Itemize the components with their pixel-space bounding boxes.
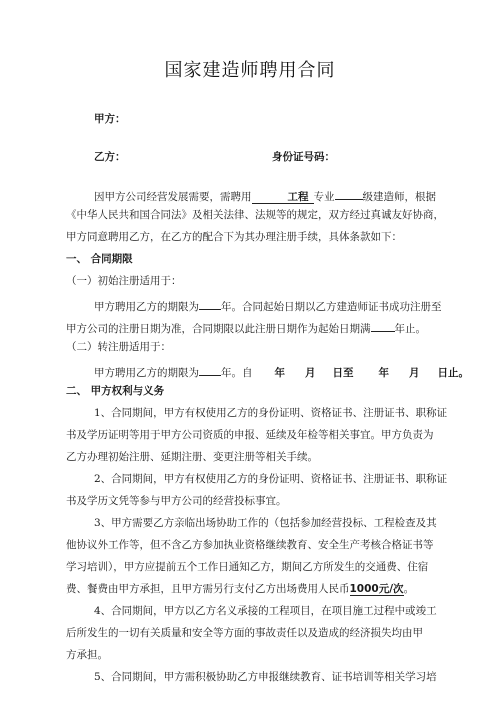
section-2-heading: 二、 甲方权利与义务	[66, 385, 165, 397]
clause-1-line-1: 1、合同期间，甲方有权使用乙方的身份证明、资格证书、注册证书、职称证	[94, 407, 448, 419]
clause-4-line-2: 后所发生的一切有关质量和安全等方面的事故责任以及造成的经济损失均由甲	[66, 627, 423, 639]
clause-2-line-1: 2、合同期间，甲方有权使用乙方的身份证明、资格证书、注册证书、职称证	[94, 473, 448, 485]
clause-3-end: 。	[403, 583, 415, 595]
transfer-years-blank	[199, 364, 221, 376]
day-2: 日止。	[437, 367, 469, 379]
term-end-blank	[371, 320, 395, 332]
term-line-2	[66, 320, 426, 335]
clause-1-line-2: 书及学历证明等用于甲方公司资质的申报、延续及年检等相关事宜。甲方负责为	[66, 429, 434, 441]
term-text-c: 甲方公司的注册日期为准，合同期限以此注册日期作为起始日期满	[66, 323, 371, 335]
transfer-text-a: 甲方聘用乙方的期限为	[94, 367, 199, 379]
party-b-label: 乙方：	[94, 151, 126, 163]
field-name: 工程	[287, 191, 309, 203]
month-1: 月	[305, 367, 316, 379]
clause-3-line-4	[66, 584, 414, 595]
clause-1-line-3: 乙方办理初始注册、延期注册、变更注册等相关手续。	[66, 451, 318, 463]
day-1: 日至	[332, 367, 354, 379]
intro-text-c: 级建造师，根据	[362, 191, 436, 203]
transfer-text-b: 年。自	[221, 367, 253, 379]
clause-3-line-1: 3、甲方需要乙方亲临出场协助工作的（包括参加经营投标、工程检查及其	[94, 517, 437, 529]
appearance-fee: 1000元/次	[349, 583, 404, 595]
clause-4-line-3: 方承担。	[66, 649, 108, 661]
section-1-heading: 一、 合同期限	[66, 253, 133, 265]
clause-3-text: 费、餐费由甲方承担，且甲方需另行支付乙方出场费用人民币	[66, 583, 350, 595]
transfer-term-line	[94, 364, 469, 379]
intro-text-b: 专业	[313, 191, 335, 203]
month-2: 月	[409, 367, 420, 379]
year-2: 年	[378, 367, 389, 379]
section-1-sub-1: （一）初始注册适用于：	[66, 275, 182, 287]
clause-3-line-2: 他协议外工作等，但不含乙方参加执业资格继续教育、安全生产考核合格证书等	[66, 539, 434, 551]
clause-4-line-1: 4、合同期间，甲方以乙方名义承接的工程项目，在项目施工过程中或竣工	[94, 605, 437, 617]
intro-line-3: 甲方同意聘用乙方，在乙方的配合下为其办理注册手续，具体条款如下：	[66, 231, 402, 243]
intro-text-a: 因甲方公司经营发展需要，需聘用	[94, 191, 252, 203]
clause-3-line-3: 学习培训），甲方应提前五个工作日通知乙方，期间乙方所发生的交通费、住宿	[66, 561, 429, 573]
clause-5-line-1: 5、合同期间，甲方需积极协助乙方申报继续教育、证书培训等相关学习培	[94, 671, 437, 683]
term-text-a: 甲方聘用乙方的期限为	[94, 301, 199, 313]
intro-line-1	[94, 188, 436, 203]
term-text-b: 年。合同起始日期以乙方建造师证书成功注册至	[221, 301, 442, 313]
section-1-sub-2: （二）转注册适用于：	[66, 341, 171, 353]
party-a-label: 甲方：	[94, 113, 126, 125]
field-blank	[252, 191, 314, 204]
intro-line-2: 《中华人民共和国合同法》及相关法律、法规等的规定，双方经过真诚友好协商，	[66, 209, 444, 221]
term-text-d: 年止。	[394, 323, 426, 335]
page-title: 国家建造师聘用合同	[164, 60, 336, 81]
year-1: 年	[274, 367, 285, 379]
level-blank	[335, 188, 363, 200]
clause-2-line-2: 书及学历文凭等参与甲方公司的经营投标事宜。	[66, 495, 287, 507]
term-years-blank	[199, 298, 221, 310]
id-number-label: 身份证号码：	[272, 151, 335, 163]
term-line-1	[94, 298, 442, 313]
